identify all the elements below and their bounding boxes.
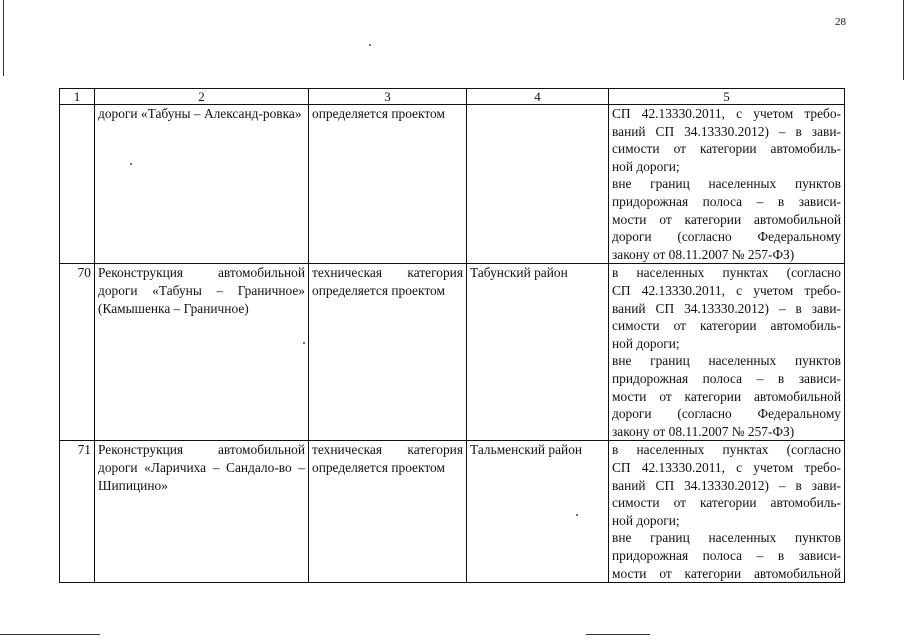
table-row <box>60 264 845 441</box>
row-number: 70 <box>60 264 95 441</box>
object-name: дороги «Табуны – Александ-ровка» <box>95 105 309 264</box>
zone-line: дороги (согласно Федеральному <box>612 406 841 422</box>
object-name: Реконструкция автомобильной дороги «Ларичиха – Сандало-во – Шипицино» <box>95 441 309 583</box>
scan-edge-right <box>903 0 904 80</box>
zone-line: придорожная полоса – в зависи- <box>612 193 841 209</box>
zone-line: в населенных пунктах (согласно <box>612 442 841 458</box>
zone-line: придорожная полоса – в зависи- <box>612 370 841 386</box>
district <box>467 105 609 264</box>
scan-speck <box>369 44 371 46</box>
zone-line: ваний СП 34.13330.2012) – в зави- <box>612 300 841 316</box>
zone-line: мости от категории автомобильной <box>612 211 841 227</box>
zone-line: вне границ населенных пунктов <box>612 176 841 192</box>
requirements-table <box>59 88 845 583</box>
road-category: техническая категория определяется проектом <box>309 264 467 441</box>
scan-edge-left <box>3 0 4 76</box>
zone-line: ной дороги; <box>612 512 680 528</box>
zone-line: симости от категории автомобиль- <box>612 318 841 334</box>
column-header: 5 <box>609 89 845 105</box>
row-number <box>60 105 95 264</box>
protection-zone <box>609 105 845 264</box>
zone-line: СП 42.13330.2011, с учетом требо- <box>612 106 841 121</box>
scan-edge-bottom-left <box>0 634 100 635</box>
zone-line: мости от категории автомобильной <box>612 388 841 404</box>
zone-line: ной дороги; <box>612 335 680 351</box>
zone-line: закону от 08.11.2007 № 257-ФЗ) <box>612 423 795 439</box>
zone-line: закону от 08.11.2007 № 257-ФЗ) <box>612 246 795 262</box>
zone-line: вне границ населенных пунктов <box>612 530 841 546</box>
column-header: 1 <box>60 89 95 105</box>
object-name: Реконструкция автомобильной дороги «Табуны – Граничное» (Камышенка – Граничное) <box>95 264 309 441</box>
zone-line: ваний СП 34.13330.2012) – в зави- <box>612 477 841 493</box>
zone-line: СП 42.13330.2011, с учетом требо- <box>612 282 841 298</box>
district: Тальменский район <box>467 441 609 583</box>
zone-line: дороги (согласно Федеральному <box>612 229 841 245</box>
column-header: 4 <box>467 89 609 105</box>
column-header: 2 <box>95 89 309 105</box>
scan-edge-bottom-right <box>586 634 650 635</box>
row-number: 71 <box>60 441 95 583</box>
zone-line: СП 42.13330.2011, с учетом требо- <box>612 459 841 475</box>
zone-line: вне границ населенных пунктов <box>612 353 841 369</box>
zone-line: ной дороги; <box>612 158 680 174</box>
zone-line: ваний СП 34.13330.2012) – в зави- <box>612 123 841 139</box>
page-number: 28 <box>835 16 846 28</box>
table-row <box>60 105 845 264</box>
table-header-row <box>60 89 845 105</box>
protection-zone <box>609 441 845 583</box>
zone-line: мости от категории автомобильной <box>612 565 841 581</box>
road-category: определяется проектом <box>309 105 467 264</box>
district: Табунский район <box>467 264 609 441</box>
zone-line: симости от категории автомобиль- <box>612 495 841 511</box>
table-row <box>60 441 845 583</box>
protection-zone <box>609 264 845 441</box>
zone-line: в населенных пунктах (согласно <box>612 265 841 281</box>
road-category: техническая категория определяется проектом <box>309 441 467 583</box>
column-header: 3 <box>309 89 467 105</box>
zone-line: симости от категории автомобиль- <box>612 141 841 157</box>
zone-line: придорожная полоса – в зависи- <box>612 547 841 563</box>
